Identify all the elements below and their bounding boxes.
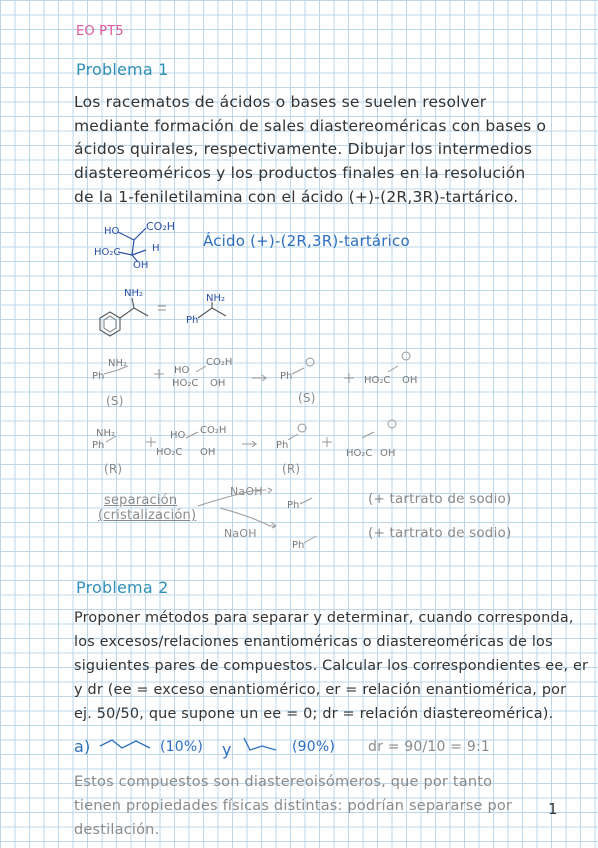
amine-ph-label: Ph — [186, 315, 199, 326]
reaction-scheme-lines — [104, 352, 410, 543]
row1-salt-ho2c: HO₂C — [364, 375, 391, 386]
row1-right-config: (S) — [298, 391, 316, 405]
row2-acid-ho: HO — [170, 430, 186, 441]
alkene-structure-2 — [244, 738, 276, 750]
row1-ph-label: Ph — [92, 371, 105, 382]
answer-line-3: destilación. — [74, 822, 160, 838]
part-a-label: a) — [74, 737, 91, 756]
row2-salt-ph: Ph — [276, 440, 289, 451]
sep-bottom-ph: Ph — [292, 540, 305, 551]
answer-line-1: Estos compuestos son diastereoisómeros, que por tanto — [74, 774, 493, 790]
problem1-heading: Problema 1 — [76, 60, 169, 79]
crystallization-label: (cristalización) — [98, 508, 197, 523]
amine-nh2-label: NH₂ — [124, 288, 144, 299]
part-a-conj: y — [222, 740, 232, 759]
row1-acid-ho: HO — [174, 365, 190, 376]
page-header-title: EO PT5 — [76, 24, 124, 39]
row1-salt-ph: Ph — [280, 371, 293, 382]
row2-acid-oh: OH — [200, 447, 216, 458]
part-a-structures — [100, 738, 276, 750]
problem1-line-4: diastereoméricos y los productos finales en la resolución — [74, 164, 526, 182]
separation-label: separación — [104, 493, 178, 508]
benzene-ring-inner — [104, 316, 116, 332]
phenylethylamine-drawing — [100, 298, 226, 336]
problem1-line-5: de la 1-feniletilamina con el ácido (+)-(2R,3R)-tartárico. — [74, 188, 519, 206]
row2-left-config: (R) — [104, 462, 123, 476]
amine-nh2-label-2: NH₂ — [206, 293, 226, 304]
alkene-structure-1 — [100, 740, 150, 748]
acid-h-label: H — [152, 243, 160, 254]
problem2-line-4: y dr (ee = exceso enantiomérico, er = relación enantiomérica, por — [74, 682, 567, 698]
answer-line-2: tienen propiedades físicas distintas: podrían separarse por — [74, 798, 513, 814]
acid-oh-label: OH — [133, 260, 149, 271]
tartaric-acid-bonds — [118, 228, 146, 262]
row2-salt-oh: OH — [380, 448, 396, 459]
row2-right-config: (R) — [282, 462, 301, 476]
acid-name-label: Ácido (+)-(2R,3R)-tartárico — [203, 232, 410, 250]
sep-top-ph: Ph — [287, 500, 300, 511]
row2-acid-ho2c: HO₂C — [156, 447, 183, 458]
part-a-pct2: (90%) — [292, 739, 336, 755]
problem1-line-2: mediante formación de sales diastereoméricas con bases o — [74, 117, 547, 135]
naoh-bottom-label: NaOH — [224, 527, 257, 540]
problem2-heading: Problema 2 — [76, 578, 169, 597]
problem1-line-3: ácidos quirales, respectivamente. Dibujar los intermedios — [74, 140, 533, 158]
acid-ho-label: HO — [104, 226, 120, 237]
problem1-line-1: Los racematos de ácidos o bases se suelen resolver — [74, 93, 487, 111]
row1-salt-oh: OH — [402, 375, 418, 386]
row2-nh2-label: NH₂ — [96, 428, 116, 439]
row2-acid-co2h: CO₂H — [200, 425, 227, 436]
row1-acid-oh: OH — [210, 378, 226, 389]
problem2-line-5: ej. 50/50, que supone un ee = 0; dr = relación diastereomérica). — [74, 706, 554, 722]
margin-number: 1 — [548, 800, 558, 818]
row2-ph-label: Ph — [92, 440, 105, 451]
problem2-line-2: los excesos/relaciones enantioméricas o diastereoméricas de los — [74, 634, 553, 650]
bottom-product-note: (+ tartrato de sodio) — [368, 525, 512, 541]
problem2-line-1: Proponer métodos para separar y determinar, cuando corresponda, — [74, 610, 574, 626]
acid-co2h-label: CO₂H — [146, 220, 176, 233]
part-a-pct1: (10%) — [160, 739, 204, 755]
row1-left-config: (S) — [106, 394, 124, 408]
top-product-note: (+ tartrato de sodio) — [368, 491, 512, 507]
row2-salt-ho2c: HO₂C — [346, 448, 373, 459]
acid-ho2c-label: HO₂C — [94, 247, 121, 258]
naoh-top-label: NaOH — [230, 485, 263, 498]
problem2-line-3: siguientes pares de compuestos. Calcular los correspondientes ee, er — [74, 658, 589, 674]
row1-acid-ho2c: HO₂C — [172, 378, 199, 389]
row1-acid-co2h: CO₂H — [206, 357, 233, 368]
part-a-ratio: dr = 90/10 = 9:1 — [368, 739, 490, 755]
row1-nh2-label: NH₂ — [108, 358, 128, 369]
